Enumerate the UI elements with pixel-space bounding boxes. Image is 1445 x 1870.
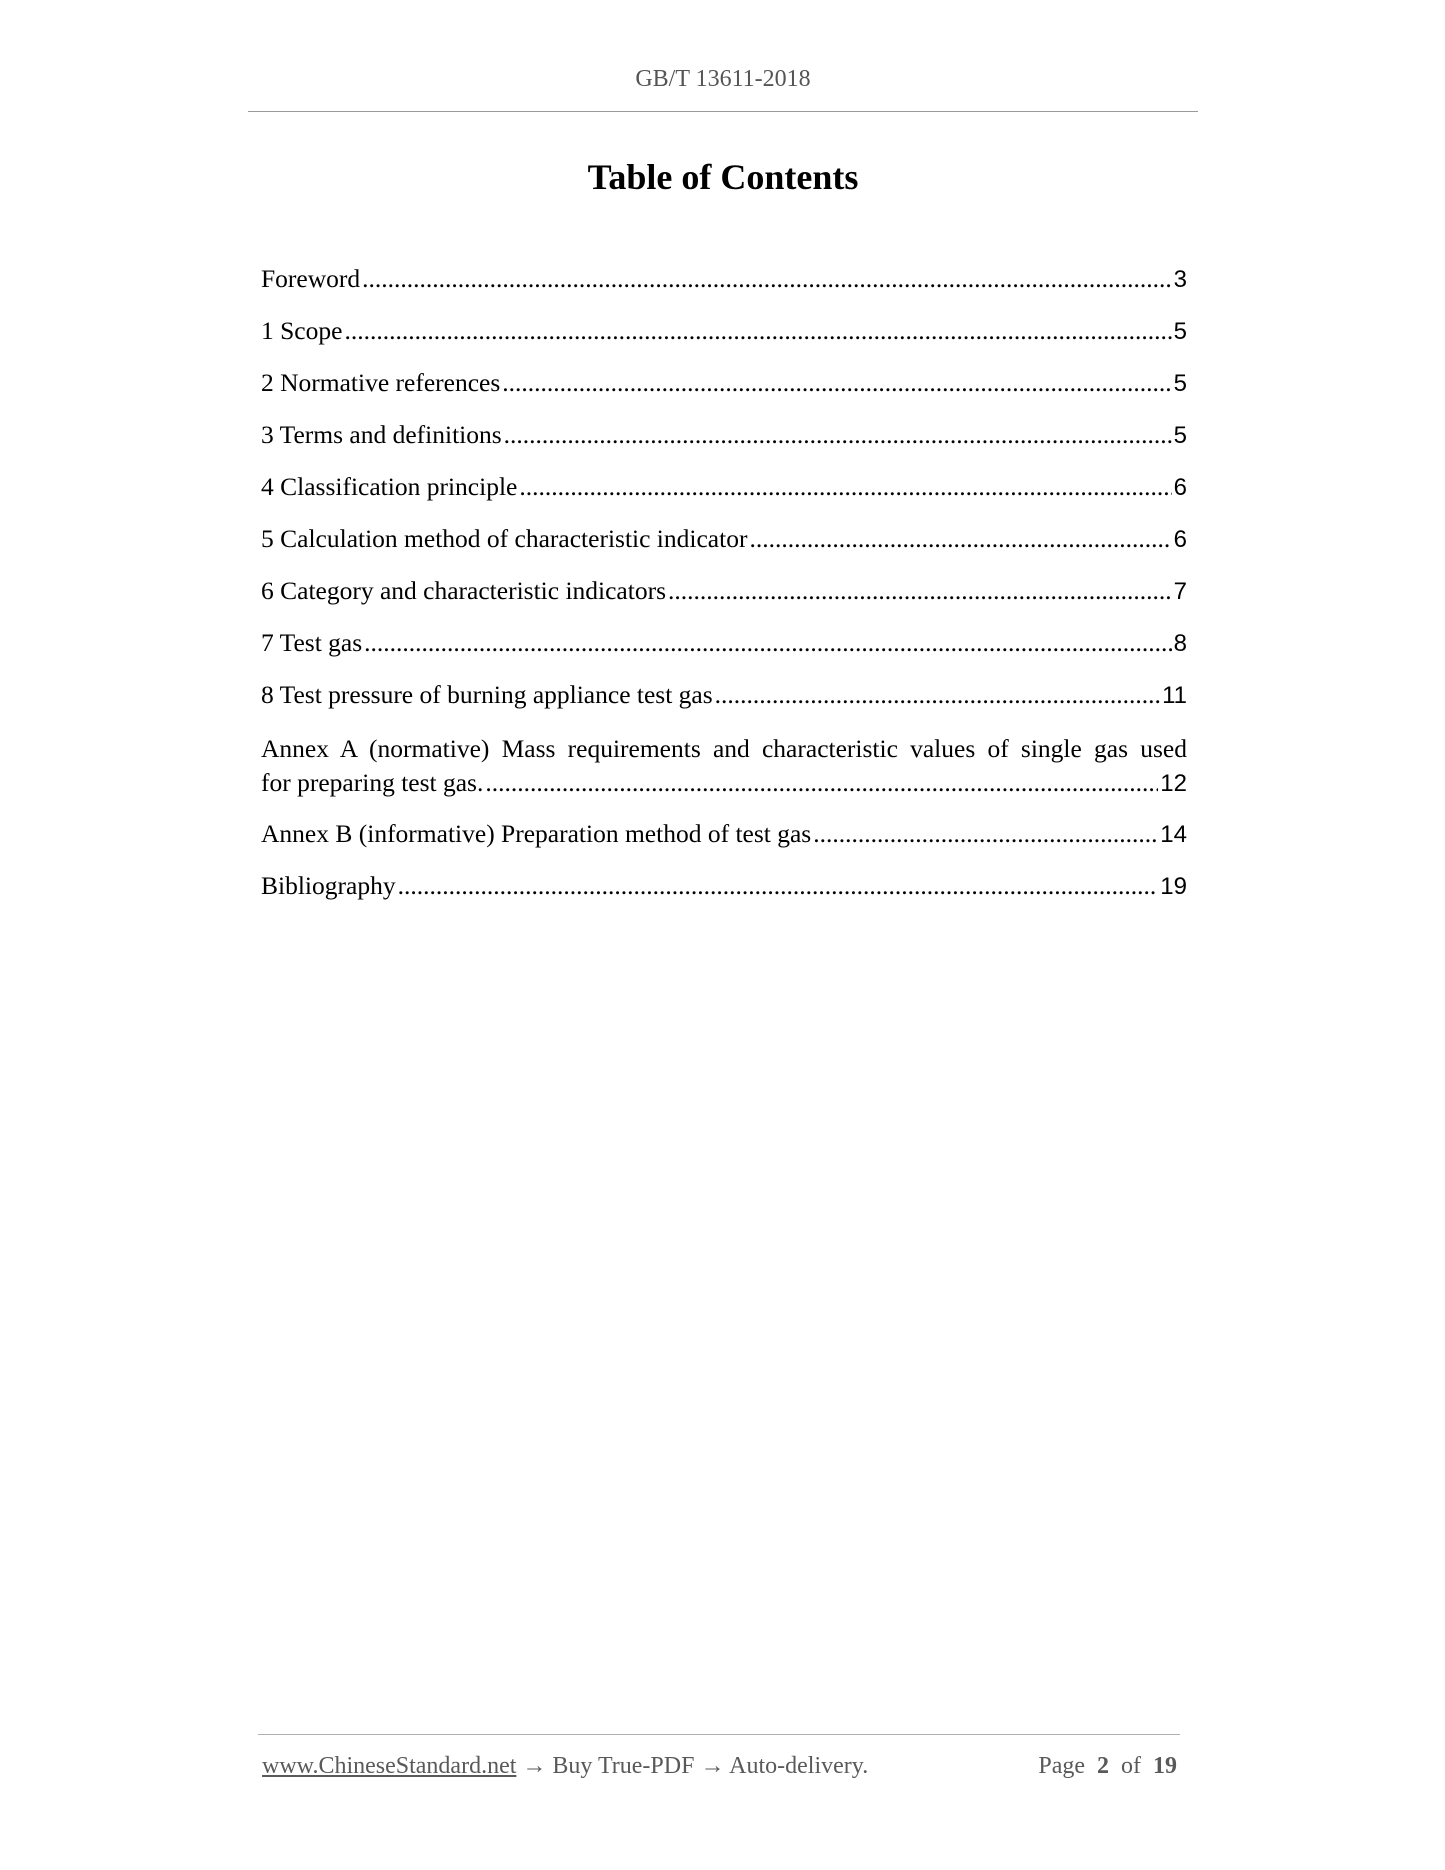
toc-entry-line2 (261, 766, 1187, 801)
toc-entry-page: 8 (1173, 630, 1187, 657)
toc-entry-page: 14 (1160, 821, 1187, 848)
toc-entry-page: 5 (1173, 370, 1187, 397)
toc-entry-label: 6 Category and characteristic indicators (261, 576, 666, 605)
toc-entry-page: 19 (1160, 873, 1187, 900)
arrow-right-icon: → (700, 1753, 725, 1779)
toc-entry-foreword[interactable] (261, 264, 1187, 316)
toc-entry-label: Foreword (261, 264, 361, 293)
toc-entry-label: 1 Scope (261, 316, 343, 345)
toc-entry-page: 7 (1173, 578, 1187, 605)
toc-entry-annex-a[interactable] (261, 732, 1187, 801)
of-word: of (1121, 1753, 1141, 1779)
document-header: GB/T 13611-2018 (635, 66, 811, 92)
toc-entry-bibliography[interactable] (261, 871, 1187, 923)
toc-entry-label: Annex B (informative) Preparation method of test gas (261, 819, 812, 848)
toc-entry-terms-definitions[interactable] (261, 420, 1187, 472)
toc-entry-page: 12 (1160, 770, 1187, 797)
toc-entry-label: 4 Classification principle (261, 472, 518, 501)
footer-divider (258, 1734, 1180, 1735)
toc-entry-page: 5 (1173, 318, 1187, 345)
toc-entry-page: 3 (1173, 266, 1187, 293)
header-divider (248, 111, 1198, 112)
current-page-number: 2 (1097, 1753, 1109, 1779)
dot-leader (362, 264, 1171, 294)
toc-entry-test-gas[interactable] (261, 628, 1187, 680)
dot-leader (519, 472, 1171, 502)
toc-entry-classification-principle[interactable] (261, 472, 1187, 524)
dot-leader (715, 680, 1160, 710)
page-word: Page (1038, 1753, 1085, 1779)
toc-entry-label: 3 Terms and definitions (261, 420, 502, 449)
toc-entry-page: 11 (1162, 682, 1187, 709)
toc-entry-annex-b[interactable] (261, 819, 1187, 871)
toc-title: Table of Contents (587, 157, 859, 197)
toc-entry-label: 8 Test pressure of burning appliance test gas (261, 680, 713, 709)
toc-entry-page: 6 (1173, 474, 1187, 501)
toc-entry-test-pressure[interactable] (261, 680, 1187, 732)
toc-entry-page: 6 (1173, 526, 1187, 553)
toc-entry-label-line2: for preparing test gas. (261, 768, 484, 797)
toc-entry-label: Bibliography (261, 871, 396, 900)
toc-entry-label: 7 Test gas (261, 628, 363, 657)
dot-leader (485, 766, 1158, 800)
dot-leader (344, 316, 1171, 346)
dot-leader (504, 420, 1172, 450)
buy-pdf-text: Buy True-PDF (552, 1753, 695, 1779)
dot-leader (813, 819, 1158, 849)
dot-leader (398, 871, 1159, 901)
dot-leader (749, 524, 1171, 554)
arrow-right-icon: → (522, 1753, 547, 1779)
footer-promo (262, 1753, 868, 1780)
toc-entry-calculation-method[interactable] (261, 524, 1187, 576)
toc-entry-page: 5 (1173, 422, 1187, 449)
dot-leader (502, 368, 1171, 398)
toc-entry-label-line1: Annex A (normative) Mass requirements and characteristic values of single gas used (261, 734, 1187, 763)
website-link[interactable]: www.ChineseStandard.net (262, 1753, 517, 1779)
total-page-number: 19 (1153, 1753, 1177, 1779)
toc-entry-label: 2 Normative references (261, 368, 501, 397)
dot-leader (364, 628, 1171, 658)
table-of-contents (261, 264, 1187, 923)
toc-entry-label: 5 Calculation method of characteristic indicator (261, 524, 748, 553)
page-indicator (1038, 1753, 1177, 1780)
auto-delivery-text: Auto-delivery. (729, 1753, 869, 1779)
toc-entry-category-indicators[interactable] (261, 576, 1187, 628)
toc-entry-scope[interactable] (261, 316, 1187, 368)
toc-entry-normative-references[interactable] (261, 368, 1187, 420)
dot-leader (668, 576, 1172, 606)
